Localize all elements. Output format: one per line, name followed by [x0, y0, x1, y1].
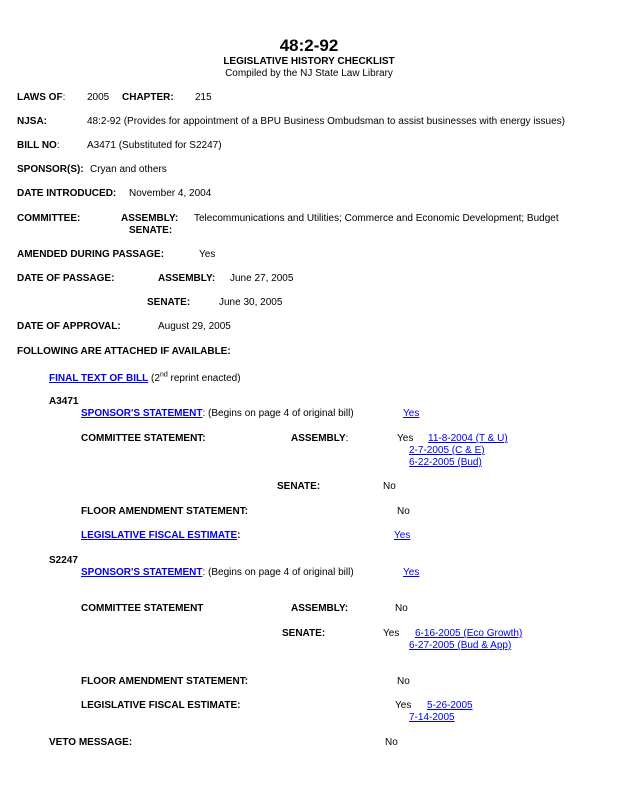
sponsors-label: SPONSOR(S):: [17, 164, 84, 175]
laws-of-row: [17, 92, 65, 104]
s2247-fiscal-link-2[interactable]: 7-14-2005: [409, 712, 455, 723]
laws-of-colon: :: [62, 92, 66, 103]
a3471-fiscal-yes-link[interactable]: Yes: [394, 530, 411, 541]
committee-senate-label: SENATE:: [129, 225, 173, 236]
njsa-label: NJSA:: [17, 116, 48, 127]
a3471-assembly-yes: Yes: [397, 433, 414, 444]
s2247-senate-link-1[interactable]: 6-16-2005 (Eco Growth): [415, 628, 523, 639]
s2247-floor-value: No: [397, 676, 410, 687]
s2247-senate-link-2[interactable]: 6-27-2005 (Bud & App): [409, 640, 512, 651]
attached-heading: FOLLOWING ARE ATTACHED IF AVAILABLE:: [17, 346, 231, 357]
a3471-floor-value: No: [397, 506, 410, 517]
chapter-value: 215: [195, 92, 212, 103]
a3471-sponsor-statement-link[interactable]: SPONSOR'S STATEMENT: [81, 408, 203, 419]
s2247-sponsor-yes-link[interactable]: Yes: [403, 567, 420, 578]
s2247-assembly-label: ASSEMBLY:: [291, 603, 349, 614]
page-title: 48:2-92: [279, 36, 339, 55]
laws-of-year: 2005: [87, 92, 110, 103]
njsa-value: 48:2-92 (Provides for appointment of a BPU Business Ombudsman to assist businesses with energy issues): [87, 116, 566, 127]
a3471-sponsor-row: [81, 408, 354, 420]
s2247-sponsor-row: [81, 567, 354, 579]
amended-label: AMENDED DURING PASSAGE:: [17, 249, 165, 260]
veto-label: VETO MESSAGE:: [49, 737, 133, 748]
final-text-prefix: (2: [148, 373, 160, 384]
s2247-assembly-value: No: [395, 603, 408, 614]
a3471-sponsor-yes-link[interactable]: Yes: [403, 408, 420, 419]
date-introduced-value: November 4, 2004: [129, 188, 212, 199]
a3471-fiscal-estimate-link[interactable]: LEGISLATIVE FISCAL ESTIMATE: [81, 530, 238, 541]
chapter-label: CHAPTER:: [122, 92, 174, 103]
date-of-approval-label: DATE OF APPROVAL:: [17, 321, 121, 332]
committee-label: COMMITTEE:: [17, 213, 81, 224]
compiled-by: Compiled by the NJ State Law Library: [225, 68, 393, 79]
s2247-sponsor-statement-link[interactable]: SPONSOR'S STATEMENT: [81, 567, 203, 578]
sponsors-value: Cryan and others: [90, 164, 167, 175]
final-text-link[interactable]: FINAL TEXT OF BILL: [49, 373, 149, 384]
committee-assembly-value: Telecommunications and Utilities; Commerce and Economic Development; Budget: [194, 213, 559, 224]
a3471-committee-label: COMMITTEE STATEMENT:: [81, 433, 206, 444]
a3471-senate-label: SENATE:: [277, 481, 321, 492]
date-of-passage-label: DATE OF PASSAGE:: [17, 273, 115, 284]
s2247-committee-label: COMMITTEE STATEMENT: [81, 603, 204, 614]
date-of-approval-value: August 29, 2005: [158, 321, 231, 332]
veto-value: No: [385, 737, 398, 748]
s2247-floor-label: FLOOR AMENDMENT STATEMENT:: [81, 676, 249, 687]
a3471-fiscal-row: [81, 530, 240, 542]
s2247-label: S2247: [49, 555, 78, 566]
amended-value: Yes: [199, 249, 216, 260]
s2247-fiscal-link-1[interactable]: 5-26-2005: [427, 700, 473, 711]
passage-assembly-label: ASSEMBLY:: [158, 273, 216, 284]
bill-no-colon: :: [56, 140, 60, 151]
a3471-assembly-link-3[interactable]: 6-22-2005 (Bud): [409, 457, 482, 468]
final-text-suffix: reprint enacted): [167, 373, 241, 384]
checklist-subtitle: LEGISLATIVE HISTORY CHECKLIST: [223, 56, 395, 67]
date-introduced-label: DATE INTRODUCED:: [17, 188, 117, 199]
bill-no-row: [17, 140, 60, 152]
a3471-assembly-link-1[interactable]: 11-8-2004 (T & U): [428, 433, 508, 444]
s2247-fiscal-yes: Yes: [395, 700, 412, 711]
a3471-floor-label: FLOOR AMENDMENT STATEMENT:: [81, 506, 249, 517]
a3471-assembly-colon: :: [345, 433, 349, 444]
s2247-sponsor-note: : (Begins on page 4 of original bill): [202, 567, 354, 578]
a3471-label: A3471: [49, 396, 79, 407]
a3471-assembly-row: [291, 433, 348, 445]
s2247-senate-label: SENATE:: [282, 628, 326, 639]
bill-no-value: A3471 (Substituted for S2247): [87, 140, 222, 151]
final-text-sup: nd: [159, 371, 168, 379]
a3471-senate-value: No: [383, 481, 396, 492]
laws-of-label: LAWS OF: [17, 92, 63, 103]
passage-senate-value: June 30, 2005: [219, 297, 283, 308]
passage-senate-label: SENATE:: [147, 297, 191, 308]
a3471-assembly-link-2[interactable]: 2-7-2005 (C & E): [409, 445, 485, 456]
s2247-senate-yes: Yes: [383, 628, 400, 639]
s2247-fiscal-label: LEGISLATIVE FISCAL ESTIMATE:: [81, 700, 241, 711]
committee-assembly-label: ASSEMBLY:: [121, 213, 179, 224]
a3471-sponsor-note: : (Begins on page 4 of original bill): [202, 408, 354, 419]
a3471-fiscal-colon: :: [237, 530, 241, 541]
a3471-assembly-label: ASSEMBLY: [291, 433, 346, 444]
final-text-row: [49, 373, 241, 385]
passage-assembly-value: June 27, 2005: [230, 273, 294, 284]
bill-no-label: BILL NO: [17, 140, 57, 151]
